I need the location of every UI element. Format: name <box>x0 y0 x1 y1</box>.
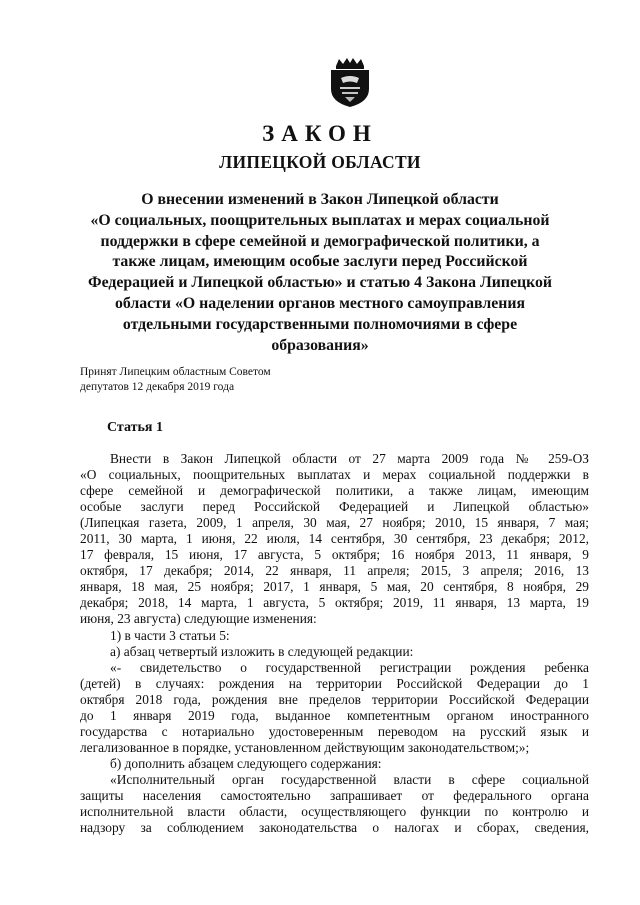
body-line: Внести в Закон Липецкой области от 27 марта 2009 года № 259-ОЗ <box>110 451 589 466</box>
heading-line: Федерацией и Липецкой областью» и статью 4 Закона Липецкой <box>88 274 552 292</box>
region-title: ЛИПЕЦКОЙ ОБЛАСТИ <box>219 152 421 172</box>
article-title: Статья 1 <box>107 420 163 435</box>
heading-line: области «О наделении органов местного самоуправления <box>114 294 526 312</box>
article-body <box>80 451 589 836</box>
adoption-line: депутатов 12 декабря 2019 года <box>80 380 235 393</box>
body-line: до 1 января 2019 года, выданное компетентным органом иностранного <box>80 707 589 723</box>
body-line: (детей) в случаях: рождения на территории Российской Федерации до 1 <box>80 675 589 691</box>
coat-of-arms-icon <box>327 56 373 108</box>
body-line: октября 2018 года, рождения вне пределов территории Российской Федерации <box>80 691 589 707</box>
body-line: б) дополнить абзацем следующего содержания: <box>110 755 382 771</box>
body-line: октября, 17 декабря; 2014, 22 января, 11 апреля; 2015, 3 апреля; 2016, 13 <box>80 563 589 579</box>
body-line: легализованное в порядке, установленном действующим законодательством;»; <box>80 739 530 755</box>
body-line: надзору за соблюдением законодательства о налогах и сборах, сведения, <box>80 820 589 836</box>
body-line: исполнительной власти области, осуществляющего функции по контролю и <box>80 804 589 820</box>
body-line: сфере семейной и демографической политики, а также лицам, имеющим <box>80 483 589 499</box>
body-line: особые заслуги перед Российской Федерацией и Липецкой областью» <box>80 499 589 515</box>
body-line: июня, 23 августа) следующие изменения: <box>80 611 317 627</box>
heading-line: также лицам, имеющим особые заслуги перед Российской <box>112 253 528 271</box>
body-line: «Исполнительный орган государственной власти в сфере социальной <box>110 771 589 787</box>
heading-line: О внесении изменений в Закон Липецкой области <box>141 191 499 208</box>
heading-line: «О социальных, поощрительных выплатах и мерах социальной <box>90 211 550 229</box>
body-line: государства с нотариально удостоверенным переводом на русский язык и <box>80 723 589 739</box>
body-line: (Липецкая газета, 2009, 1 апреля, 30 мая, 27 ноября; 2010, 15 января, 7 мая; <box>80 515 589 531</box>
adoption-line: Принят Липецким областным Советом <box>80 366 271 378</box>
body-line: а) абзац четвертый изложить в следующей редакции: <box>110 643 414 659</box>
body-line: декабря; 2018, 14 марта, 1 августа, 5 октября; 2019, 11 января, 13 марта, 19 <box>80 595 589 611</box>
body-line: 17 февраля, 15 июня, 17 августа, 5 октября; 16 ноября 2013, 11 января, 9 <box>80 547 589 563</box>
law-heading <box>80 190 560 356</box>
body-line: 2011, 30 марта, 1 июня, 22 июля, 14 сентября, 30 сентября, 23 декабря; 2012, <box>80 531 589 547</box>
adoption-note <box>80 365 271 394</box>
body-line: января, 18 мая, 25 ноября; 2017, 1 января, 5 мая, 20 сентября, 8 ноября, 29 <box>80 579 589 595</box>
law-title: ЗАКОН <box>262 121 378 146</box>
body-line: 1) в части 3 статьи 5: <box>110 627 230 643</box>
body-line: защиты населения самостоятельно запрашивает от федерального органа <box>80 787 589 803</box>
body-line: «О социальных, поощрительных выплатах и мерах социальной поддержки в <box>80 467 589 483</box>
heading-line: отдельными государственными полномочиями в сфере <box>122 315 518 333</box>
heading-line: образования» <box>271 336 369 354</box>
heading-line: поддержки в сфере семейной и демографической политики, а <box>100 232 540 250</box>
body-line: «- свидетельство о государственной регистрации рождения ребенка <box>110 659 589 675</box>
